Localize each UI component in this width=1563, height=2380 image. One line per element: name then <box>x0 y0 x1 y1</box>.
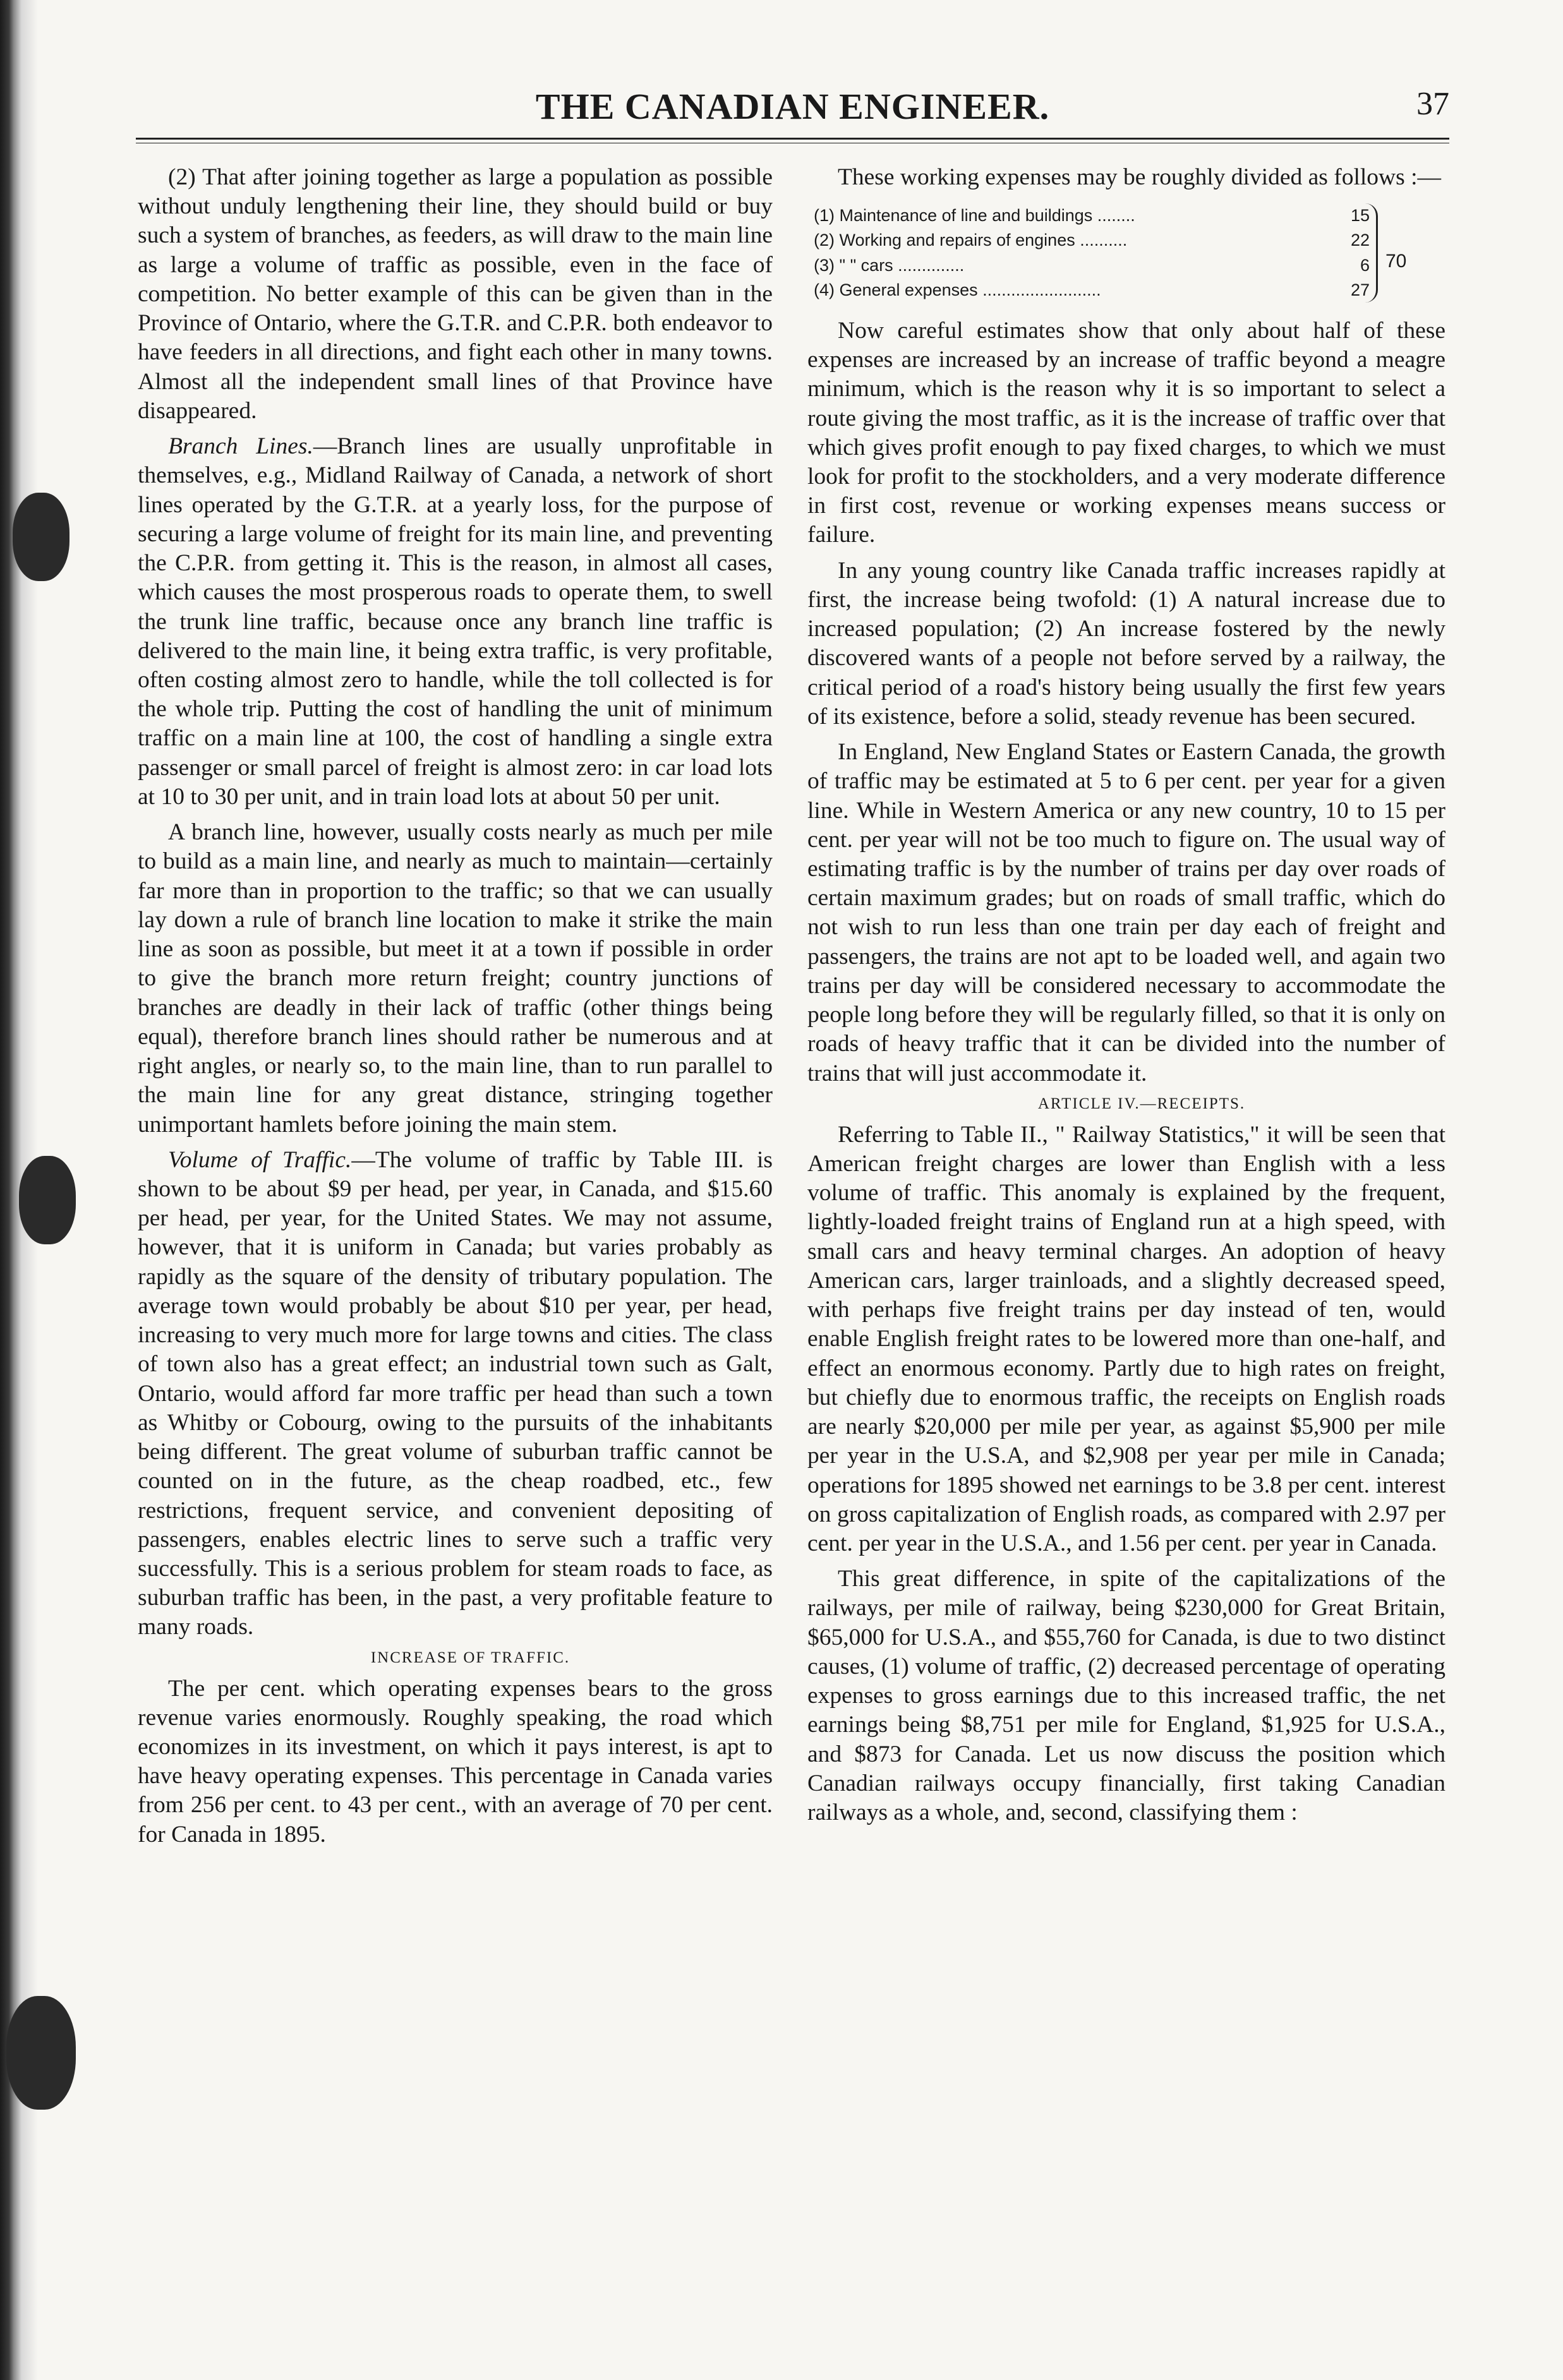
table-row: (4) General expenses ......................... 27 <box>814 280 1370 299</box>
paragraph: In England, New England States or Eastern Canada, the growth of traffic may be estimated at 5 to 6 per cent. per year for a given line. While in Western America or any new country, 10 to 15 per cent. per year will not be too much to figure on. The usual way of estimating traffic is by the number of trains per day over roads of certain maximum grades; but on roads of small traffic, which do not wish to run less than one train per day each of freight and passengers, the trains are not apt to be loaded well, and again two trains per day will be considered necessary to accommodate the people long before they will be regularly filled, so that it is only on roads of heavy traffic that it can be divided into the number of trains that will just accommodate it. <box>807 739 1445 1086</box>
table-row: (1) Maintenance of line and buildings ........ 15 <box>814 206 1370 225</box>
page-number: 37 <box>1416 86 1449 122</box>
paragraph-body: —Branch lines are usually unprofitable in themselves, e.g., Midland Railway of Canada, a network of short lines operated by the G.T.R. at a yearly loss, for the purpose of securing a large volume of freight for its main line, and preventing the C.P.R. from getting it. This is the reason, in almost all cases, which causes the most prosperous roads to operate them, to swell the trunk line traffic, because once any branch line traffic is delivered to the main line, it being extra traffic, is very profitable, often costing almost zero to handle, while the toll collected is for the whole trip. Putting the cost of handling the unit of minimum traffic on a main line at 100, the cost of handling a single extra passenger or small parcel of freight is almost zero: in car load lots at 10 to 30 per unit, and in train load lots at about 50 per unit. <box>138 433 773 810</box>
right-column <box>807 163 1445 1834</box>
binding-blot <box>13 493 69 581</box>
paragraph: The per cent. which operating expenses bears to the gross revenue varies enormously. Roughly speaking, the road which economizes in its investment, on which it pays interest, is apt to have heavy operating expenses. This percentage in Canada varies from 256 per cent. to 43 per cent., with an average of 70 per cent. for Canada in 1895. <box>138 1675 773 1848</box>
paragraph: (2) That after joining together as large a population as possible without unduly lengthening their line, they should build or buy such a system of branches, as feeders, as will draw to the main line as large a volume of traffic as possible, even in the face of competition. No better example of this can be given than in the Province of Ontario, where the G.T.R. and C.P.R. both endeavor to have feeders in all directions, and fight each other in many towns. Almost all the independent small lines of that Province have disappeared. <box>138 164 773 424</box>
paragraph: This great difference, in spite of the capitalizations of the railways, per mile of railway, being $230,000 for Great Britain, $65,000 for U.S.A., and $55,760 for Canada, is due to two distinct causes, (1) volume of traffic, (2) decreased percentage of operating expenses to gross earnings due to this increased traffic, the net earnings being $8,751 per mile for England, $1,925 for U.S.A., and $873 for Canada. Let us now discuss the position which Canadian railways occupy financially, first taking Canadian railways as a whole, and, second, classifying them : <box>807 1566 1445 1826</box>
table-row: (3) " " cars .............. 6 <box>814 255 1370 275</box>
table-total: 70 <box>1385 251 1407 272</box>
binding-blot <box>6 1996 76 2110</box>
book-binding-edge <box>0 0 95 2380</box>
paragraph-lead: Branch Lines. <box>168 433 313 460</box>
paragraph-lead: Volume of Traffic. <box>168 1146 352 1173</box>
paragraph: In any young country like Canada traffic increases rapidly at first, the increase being twofold: (1) A natural increase due to increased population; (2) An increase fostered by the newly discovered wants of a people not before served by a railway, the critical period of a road's history being usually the first few years of its existence, before a solid, steady revenue has been secured. <box>807 557 1445 730</box>
section-heading: ARTICLE IV.—RECEIPTS. <box>1037 1095 1246 1112</box>
paragraph: A branch line, however, usually costs nearly as much per mile to build as a main line, and nearly as much to maintain—certainly far more than in proportion to the traffic; so that we can usually lay down a rule of branch line location to make it strike the main line as soon as possible, but meet it at a town if possible in order to give the branch more return freight; country junctions of branches are deadly in their lack of traffic (other things being equal), therefore branch lines should rather be numerous and at right angles, or nearly so, to the main line, than to run parallel to the main line for any great distance, stringing together unimportant hamlets before joining the main stem. <box>138 819 773 1138</box>
table-brace <box>1357 203 1378 303</box>
paragraph: Referring to Table II., " Railway Statistics," it will be seen that American freight charges are lower than English with a less volume of traffic. This anomaly is explained by the frequent, lightly-loaded freight trains of England run at a high speed, with small cars and heavy terminal charges. An adoption of heavy American cars, larger trainloads, and a slightly decreased speed, with perhaps five freight trains per day instead of ten, would enable English freight rates to be lowered more than one-half, and effect an enormous economy. Partly due to high rates on freight, but chiefly due to enormous traffic, the receipts on English roads are nearly $20,000 per mile per year, as against $5,900 per mile per year in the U.S.A, and $2,908 per year per mile in Canada; operations for 1895 showed net earnings to be 3.8 per cent. interest on gross capitalization of English roads, as compared with 2.97 per cent. per year in the U.S.A., and 1.56 per cent. per year in Canada. <box>807 1121 1445 1556</box>
expense-table <box>814 203 1407 303</box>
header-rule-thick <box>136 138 1449 140</box>
paragraph <box>138 1146 773 1642</box>
paragraph: Now careful estimates show that only about half of these expenses are increased by an increase of traffic beyond a meagre minimum, which is the reason why it is so important to select a route giving the most traffic, as it is the increase of traffic over that which gives profit enough to pay fixed charges, to which we must look for profit to the stockholders, and a very moderate difference in first cost, revenue or working expenses means success or failure. <box>807 317 1445 548</box>
paragraph: These working expenses may be roughly divided as follows :— <box>838 164 1442 190</box>
table-row: (2) Working and repairs of engines .......... 22 <box>814 231 1370 250</box>
section-heading: INCREASE OF TRAFFIC. <box>370 1649 570 1666</box>
page-header <box>136 85 1449 127</box>
left-column <box>138 163 773 1856</box>
paragraph <box>138 432 773 812</box>
paragraph-body: —The volume of traffic by Table III. is shown to be about $9 per head, per year, in Canada, and $15.60 per head, per year, for the United States. We may not assume, however, that it is uniform in Canada; but varies probably as rapidly as the square of the density of tributary population. The average town would probably be about $10 per year, per head, increasing to very much more for large towns and cities. The class of town also has a great effect; an industrial town such as Galt, Ontario, would afford far more traffic per head than such a town as Whitby or Cobourg, owing to the pursuits of the inhabitants being different. The great volume of suburban traffic cannot be counted on in the future, as the cheap roadbed, etc., few restrictions, frequent service, and convenient depositing of passengers, enables electric lines to serve such a traffic very successfully. This is a serious problem for steam roads to face, as suburban traffic has been, in the past, a very profitable feature to many roads. <box>138 1146 773 1640</box>
binding-blot <box>19 1156 76 1244</box>
journal-title: THE CANADIAN ENGINEER. <box>535 86 1050 127</box>
